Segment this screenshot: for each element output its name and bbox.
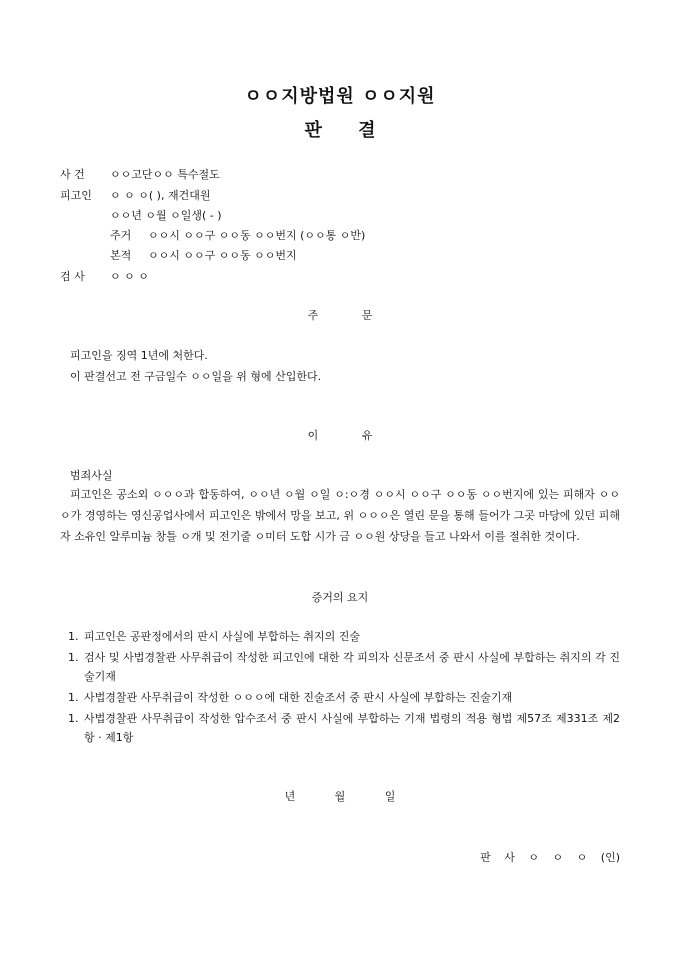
registry-label: 본적 xyxy=(110,249,132,262)
evidence-item xyxy=(60,709,620,747)
judgment-date: 년 월 일 xyxy=(284,790,396,803)
reasons-heading: 이 유 xyxy=(307,429,373,442)
evidence-item-number: 1. xyxy=(68,712,79,725)
case-label: 사 건 xyxy=(60,168,85,181)
evidence-item-number: 1. xyxy=(68,630,79,643)
judge-signature: 판 사 ㅇ ㅇ ㅇ (인) xyxy=(480,851,620,864)
evidence-item-number: 1. xyxy=(68,651,79,664)
document-title: 판 결 xyxy=(304,120,376,141)
case-value: ㅇㅇ고단ㅇㅇ 특수절도 xyxy=(110,168,220,181)
evidence-item-number: 1. xyxy=(68,691,79,704)
court-name: ㅇㅇ지방법원 ㅇㅇ지원 xyxy=(244,86,436,107)
evidence-item-text: 검사 및 사법경찰관 사무취급이 작성한 피고인에 대한 각 피의자 신문조서 중 판시 사실에 부합하는 취지의 각 진술기재 xyxy=(84,651,620,683)
order-line-1: 피고인을 징역 1년에 처한다. xyxy=(70,349,208,362)
address-label: 주거 xyxy=(110,229,132,242)
prosecutor-value: ㅇ ㅇ ㅇ xyxy=(110,270,149,283)
evidence-item-text: 사법경찰관 사무취급이 작성한 압수조서 중 판시 사실에 부합하는 기재 법령의 적용 형법 제57조 제331조 제2항 · 제1항 xyxy=(84,712,620,744)
crime-facts-label: 범죄사실 xyxy=(70,469,113,482)
defendant-value: ㅇ ㅇ ㅇ( ), 재건대원 xyxy=(110,189,211,202)
evidence-heading: 증거의 요지 xyxy=(311,591,369,604)
prosecutor-label: 검 사 xyxy=(60,270,85,283)
crime-facts-text: 피고인은 공소외 ㅇㅇㅇ과 합동하여, ㅇㅇ년 ㅇ월 ㅇ일 ㅇ:ㅇ경 ㅇㅇ시 ㅇㅇ구 ㅇㅇ동 ㅇㅇ번지에 있는 피해자 ㅇㅇㅇ가 경영하는 영신공업사에서 피고인은 밖에서 망을 보고, 위 ㅇㅇㅇ은 열린 문을 통해 들어가 그곳 마당에 있던 피해자 소유인 알루미늄 창틀 ㅇ개 및 전기줄 ㅇ미터 도합 시가 금 ㅇㅇ원 상당을 들고 나와서 이를 절취한 것이다. xyxy=(60,488,620,543)
address-value: ㅇㅇ시 ㅇㅇ구 ㅇㅇ동 ㅇㅇ번지 (ㅇㅇ통 ㅇ반) xyxy=(148,229,366,242)
evidence-item-text: 피고인은 공판정에서의 판시 사실에 부합하는 취지의 진술 xyxy=(84,630,361,643)
evidence-list xyxy=(60,627,620,749)
evidence-item xyxy=(60,627,620,646)
defendant-birth: ㅇㅇ년 ㅇ월 ㅇ일생( - ) xyxy=(110,209,222,222)
order-heading: 주 문 xyxy=(307,309,373,322)
evidence-item xyxy=(60,688,620,707)
registry-value: ㅇㅇ시 ㅇㅇ구 ㅇㅇ동 ㅇㅇ번지 xyxy=(148,249,297,262)
defendant-label: 피고인 xyxy=(60,189,92,202)
order-line-2: 이 판결선고 전 구금일수 ㅇㅇ일을 위 형에 산입한다. xyxy=(70,370,322,383)
evidence-item xyxy=(60,648,620,686)
evidence-item-text: 사법경찰관 사무취급이 작성한 ㅇㅇㅇ에 대한 진술조서 중 판시 사실에 부합하는 진술기재 xyxy=(84,691,513,704)
